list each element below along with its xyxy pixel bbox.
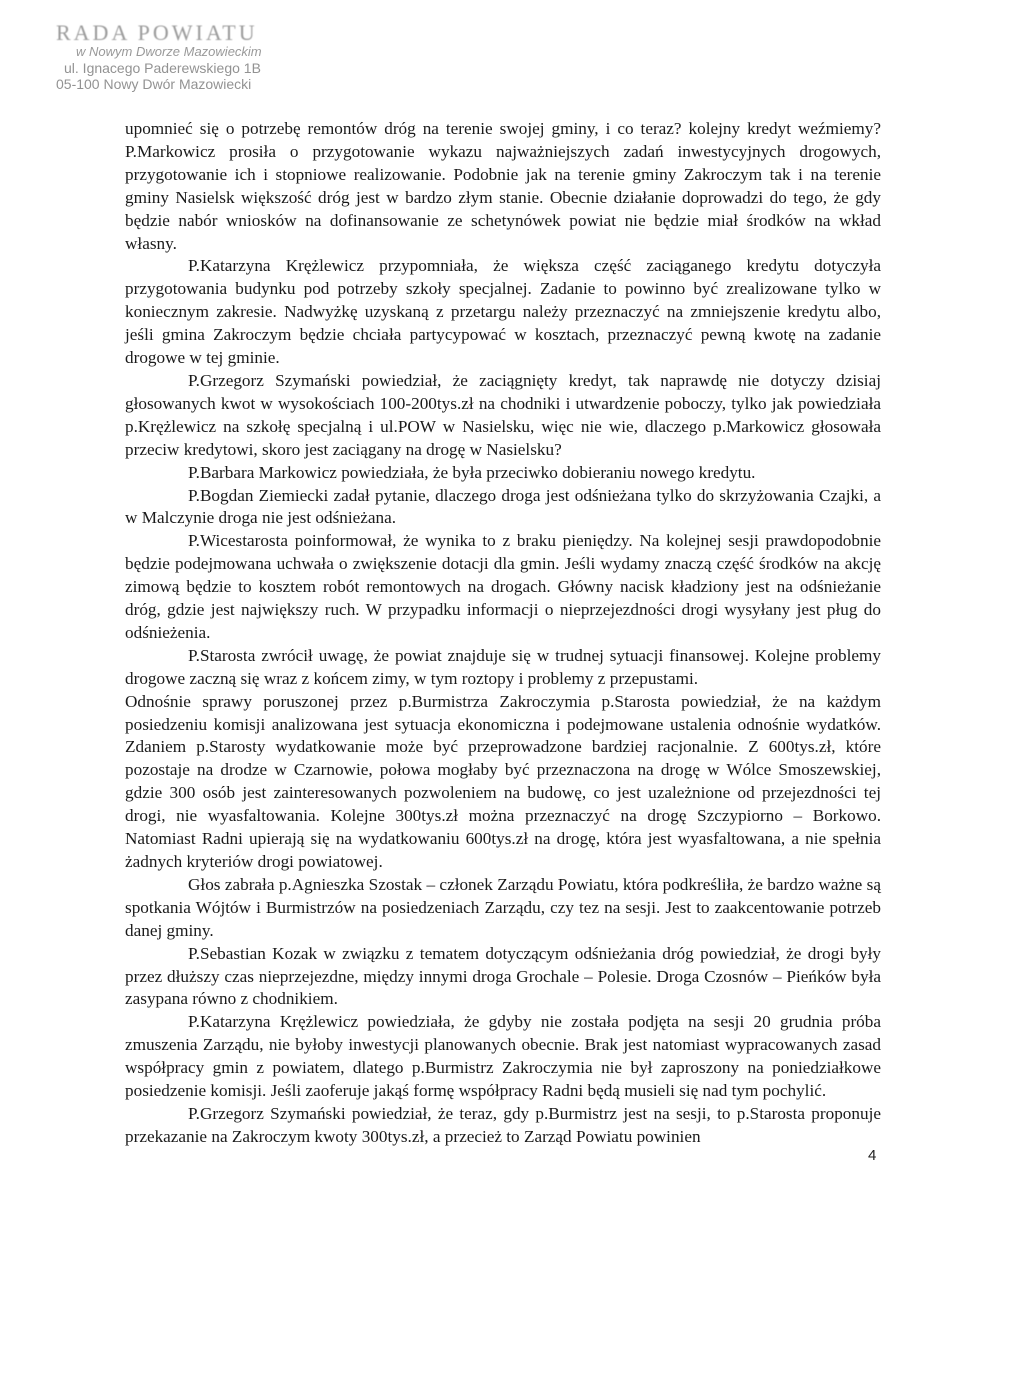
- paragraph: upomnieć się o potrzebę remontów dróg na terenie swojej gminy, i co teraz? kolejny kredyt weźmiemy? P.Markowicz prosiła o przygotowanie wykazu najważniejszych zadań inwestycyjnych drogowych, przygotowanie ich i stopniowe realizowanie. Podobnie jak na terenie gminy Zakroczym tak i na terenie gminy Nasielsk większość dróg jest w bardzo złym stanie. Obecnie działanie doprowadzi do tego, że gdy będzie nabór wniosków na dofinansowanie ze schetynówek powiat nie będzie miał środków na wkład własny.: [125, 119, 881, 253]
- document-body: [125, 118, 881, 1149]
- council-stamp: [56, 20, 316, 92]
- page-number: 4: [868, 1147, 877, 1164]
- paragraph: Głos zabrała p.Agnieszka Szostak – członek Zarządu Powiatu, która podkreśliła, że bardzo ważne są spotkania Wójtów i Burmistrzów na posiedzeniach Zarządu, czy tez na sesji. Jest to zaakcentowanie potrzeb danej gminy.: [125, 874, 881, 940]
- paragraph: P.Wicestarosta poinformował, że wynika to z braku pieniędzy. Na kolejnej sesji prawdopodobnie będzie podejmowana uchwała o zwiększenie dotacji dla gmin. Jeśli wydamy znaczą część środków na akcję zimową będzie to kosztem robót remontowych na drogach. Główny nacisk kładziony jest na odśnieżanie dróg, gdzie jest największy ruch. W przypadku informacji o nieprzejezdności drogi wysyłany jest pług do odśnieżenia.: [125, 531, 881, 642]
- stamp-street: ul. Ignacego Paderewskiego 1B: [64, 60, 261, 77]
- paragraph: P.Barbara Markowicz powiedziała, że była przeciwko dobieraniu nowego kredytu.: [188, 462, 756, 482]
- stamp-town: w Nowym Dworze Mazowieckim: [76, 44, 262, 60]
- stamp-title: RADA POWIATU: [56, 20, 258, 45]
- paragraph: P.Starosta zwrócił uwagę, że powiat znajduje się w trudnej sytuacji finansowej. Kolejne problemy drogowe zaczną się wraz z końcem zimy, w tym roztopy i problemy z przepustami.: [125, 645, 881, 688]
- paragraph: P.Sebastian Kozak w związku z tematem dotyczącym odśnieżania dróg powiedział, że drogi były przez dłuższy czas nieprzejezdne, między innymi droga Grochale – Polesie. Droga Czosnów – Pieńków była zasypana równo z chodnikiem.: [125, 943, 881, 1009]
- paragraph: P.Grzegorz Szymański powiedział, że zaciągnięty kredyt, tak naprawdę nie dotyczy dzisiaj głosowanych kwot w wysokościach 100-200tys.zł na chodniki i utwardzenie poboczy, tylko jak powiedziała p.Krężlewicz na szkołę specjalną i ul.POW w Nasielsku, więc nie wie, dlaczego p.Markowicz głosowała przeciw kredytowi, skoro jest zaciągany na drogę w Nasielsku?: [125, 370, 881, 459]
- paragraph: P.Katarzyna Krężlewicz powiedziała, że gdyby nie została podjęta na sesji 20 grudnia próba zmuszenia Zarządu, nie byłoby inwestycji planowanych obecnie. Brak jest natomiast wypracowanych zasad współpracy gmin z powiatem, dlatego p.Burmistrz Zakroczymia nie był zaproszony na poniedziałkowe posiedzenie komisji. Jeśli zaoferuje jakąś formę współpracy Radni będą musieli się nad tym pochylić.: [125, 1012, 881, 1101]
- paragraph: Odnośnie sprawy poruszonej przez p.Burmistrza Zakroczymia p.Starosta powiedział, że na każdym posiedzeniu komisji analizowana jest sytuacja ekonomiczna i podejmowane ustalenia odnośnie wydatków. Zdaniem p.Starosty wydatkowanie może być przeprowadzone bardziej racjonalnie. Z 600tys.zł, które pozostaje na drodze w Czarnowie, połowa mogłaby być przeznaczona na drogę w Wólce Smoszewskiej, gdzie 300 osób jest zainteresowanych pozwoleniem na budowę, co jest uzależnione od przejezdności tej drogi, nie wyasfaltowania. Kolejne 300tys.zł można przeznaczyć na drogę Szczypiorno – Borkowo. Natomiast Radni upierają się na wydatkowaniu 600tys.zł na drogę, która jest wyasfaltowana, a nie spełnia żadnych kryteriów drogi powiatowej.: [125, 691, 881, 871]
- paragraph: P.Grzegorz Szymański powiedział, że teraz, gdy p.Burmistrz jest na sesji, to p.Starosta proponuje przekazanie na Zakroczym kwoty 300tys.zł, a przecież to Zarząd Powiatu powinien: [125, 1103, 881, 1146]
- paragraph: P.Katarzyna Krężlewicz przypomniała, że większa część zaciąganego kredytu dotyczyła przygotowania budynku pod potrzeby szkoły specjalnej. Zadanie to powinno być zrealizowane tylko w koniecznym zakresie. Nadwyżkę uzyskaną z przetargu należy przeznaczyć na zmniejszenie kredytu albo, jeśli gmina Zakroczym będzie chciała partycypować w kosztach, przeznaczyć pewną kwotę na zadanie drogowe w tej gminie.: [125, 256, 881, 368]
- stamp-postcode: 05-100 Nowy Dwór Mazowiecki: [56, 76, 252, 93]
- paragraph: P.Bogdan Ziemiecki zadał pytanie, dlaczego droga jest odśnieżana tylko do skrzyżowania Czajki, a w Malczynie droga nie jest odśnieżana.: [125, 485, 881, 528]
